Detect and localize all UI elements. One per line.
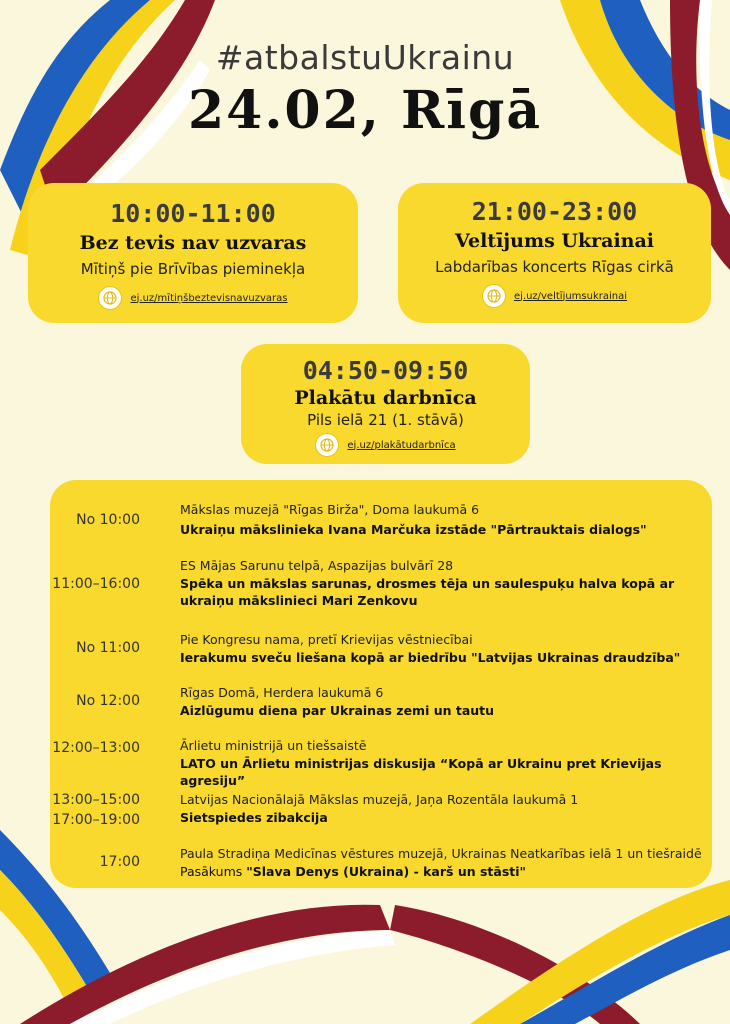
- event-subtitle: Mītiņš pie Brīvības pieminekļa: [80, 260, 306, 278]
- schedule-event: "Slava Denys (Ukraina) - karš un stāsti": [246, 864, 527, 879]
- schedule-time: 13:00–15:00: [52, 792, 140, 808]
- schedule-time: No 12:00: [76, 693, 140, 709]
- event-card-workshop: [241, 344, 530, 464]
- event-title: Bez tevis nav uzvaras: [79, 232, 307, 254]
- page-title: 24.02, Rīgā: [187, 80, 543, 141]
- schedule-event: Sietspiedes zibakcija: [180, 810, 328, 825]
- schedule-time: No 11:00: [76, 640, 140, 656]
- event-link[interactable]: ej.uz/plakātudarbnīca: [347, 439, 456, 451]
- event-subtitle: Pils ielā 21 (1. stāvā): [307, 411, 464, 429]
- schedule-time: 11:00–16:00: [52, 576, 140, 592]
- globe-icon: [315, 433, 339, 457]
- schedule-place: Latvijas Nacionālajā Mākslas muzejā, Jaņa Rozentāla laukumā 1: [180, 792, 579, 807]
- event-subtitle: Labdarības koncerts Rīgas cirkā: [435, 258, 674, 276]
- schedule-event: Aizlūgumu diena par Ukrainas zemi un tautu: [180, 703, 495, 718]
- hashtag-heading: #atbalstuUkrainu: [215, 38, 515, 77]
- schedule-panel: [50, 480, 712, 888]
- schedule-event-prefix: Pasākums: [180, 864, 247, 879]
- schedule-time: No 10:00: [76, 512, 140, 528]
- schedule-event: LATO un Ārlietu ministrijas diskusija “Kopā ar Ukrainu pret Krievijas agresiju”: [180, 756, 662, 788]
- schedule-event-line: [180, 863, 700, 880]
- schedule-event: Spēka un mākslas sarunas, drosmes tēja un saulespuķu halva kopā ar ukraiņu mākslinieci Mari Zenkovu: [180, 576, 675, 608]
- schedule-place: ES Mājas Sarunu telpā, Aspazijas bulvārī 28: [180, 558, 454, 573]
- schedule-event: Ukraiņu mākslinieka Ivana Marčuka izstāde "Pārtrauktais dialogs": [180, 522, 647, 537]
- event-card-concert: [398, 183, 711, 323]
- event-title: Plakātu darbnīca: [294, 387, 477, 409]
- event-title: Veltījums Ukrainai: [454, 230, 655, 252]
- schedule-time: 12:00–13:00: [52, 740, 140, 756]
- event-card-rally: [28, 183, 358, 323]
- schedule-place: Mākslas muzejā "Rīgas Birža", Doma laukumā 6: [180, 502, 480, 517]
- event-time: 10:00-11:00: [110, 199, 276, 228]
- globe-icon: [482, 284, 506, 308]
- schedule-time-second: 17:00–19:00: [52, 812, 140, 828]
- schedule-place: Rīgas Domā, Herdera laukumā 6: [180, 685, 384, 700]
- globe-icon: [98, 286, 122, 310]
- schedule-place: Pie Kongresu nama, pretī Krievijas vēstniecībai: [180, 632, 473, 647]
- schedule-place: Paula Stradiņa Medicīnas vēstures muzejā, Ukrainas Neatkarības ielā 1 un tiešraidē: [180, 846, 702, 861]
- schedule-event: Ierakumu sveču liešana kopā ar biedrību "Latvijas Ukrainas draudzība": [180, 650, 681, 665]
- event-time: 21:00-23:00: [471, 197, 638, 226]
- event-link[interactable]: ej.uz/mītiņšbeztevisnavuzvaras: [130, 292, 288, 304]
- event-link[interactable]: ej.uz/veltījumsukrainai: [513, 290, 628, 302]
- schedule-place: Ārlietu ministrijā un tiešsaistē: [180, 738, 367, 753]
- event-time: 04:50-09:50: [302, 356, 469, 385]
- schedule-time: 17:00: [99, 854, 140, 870]
